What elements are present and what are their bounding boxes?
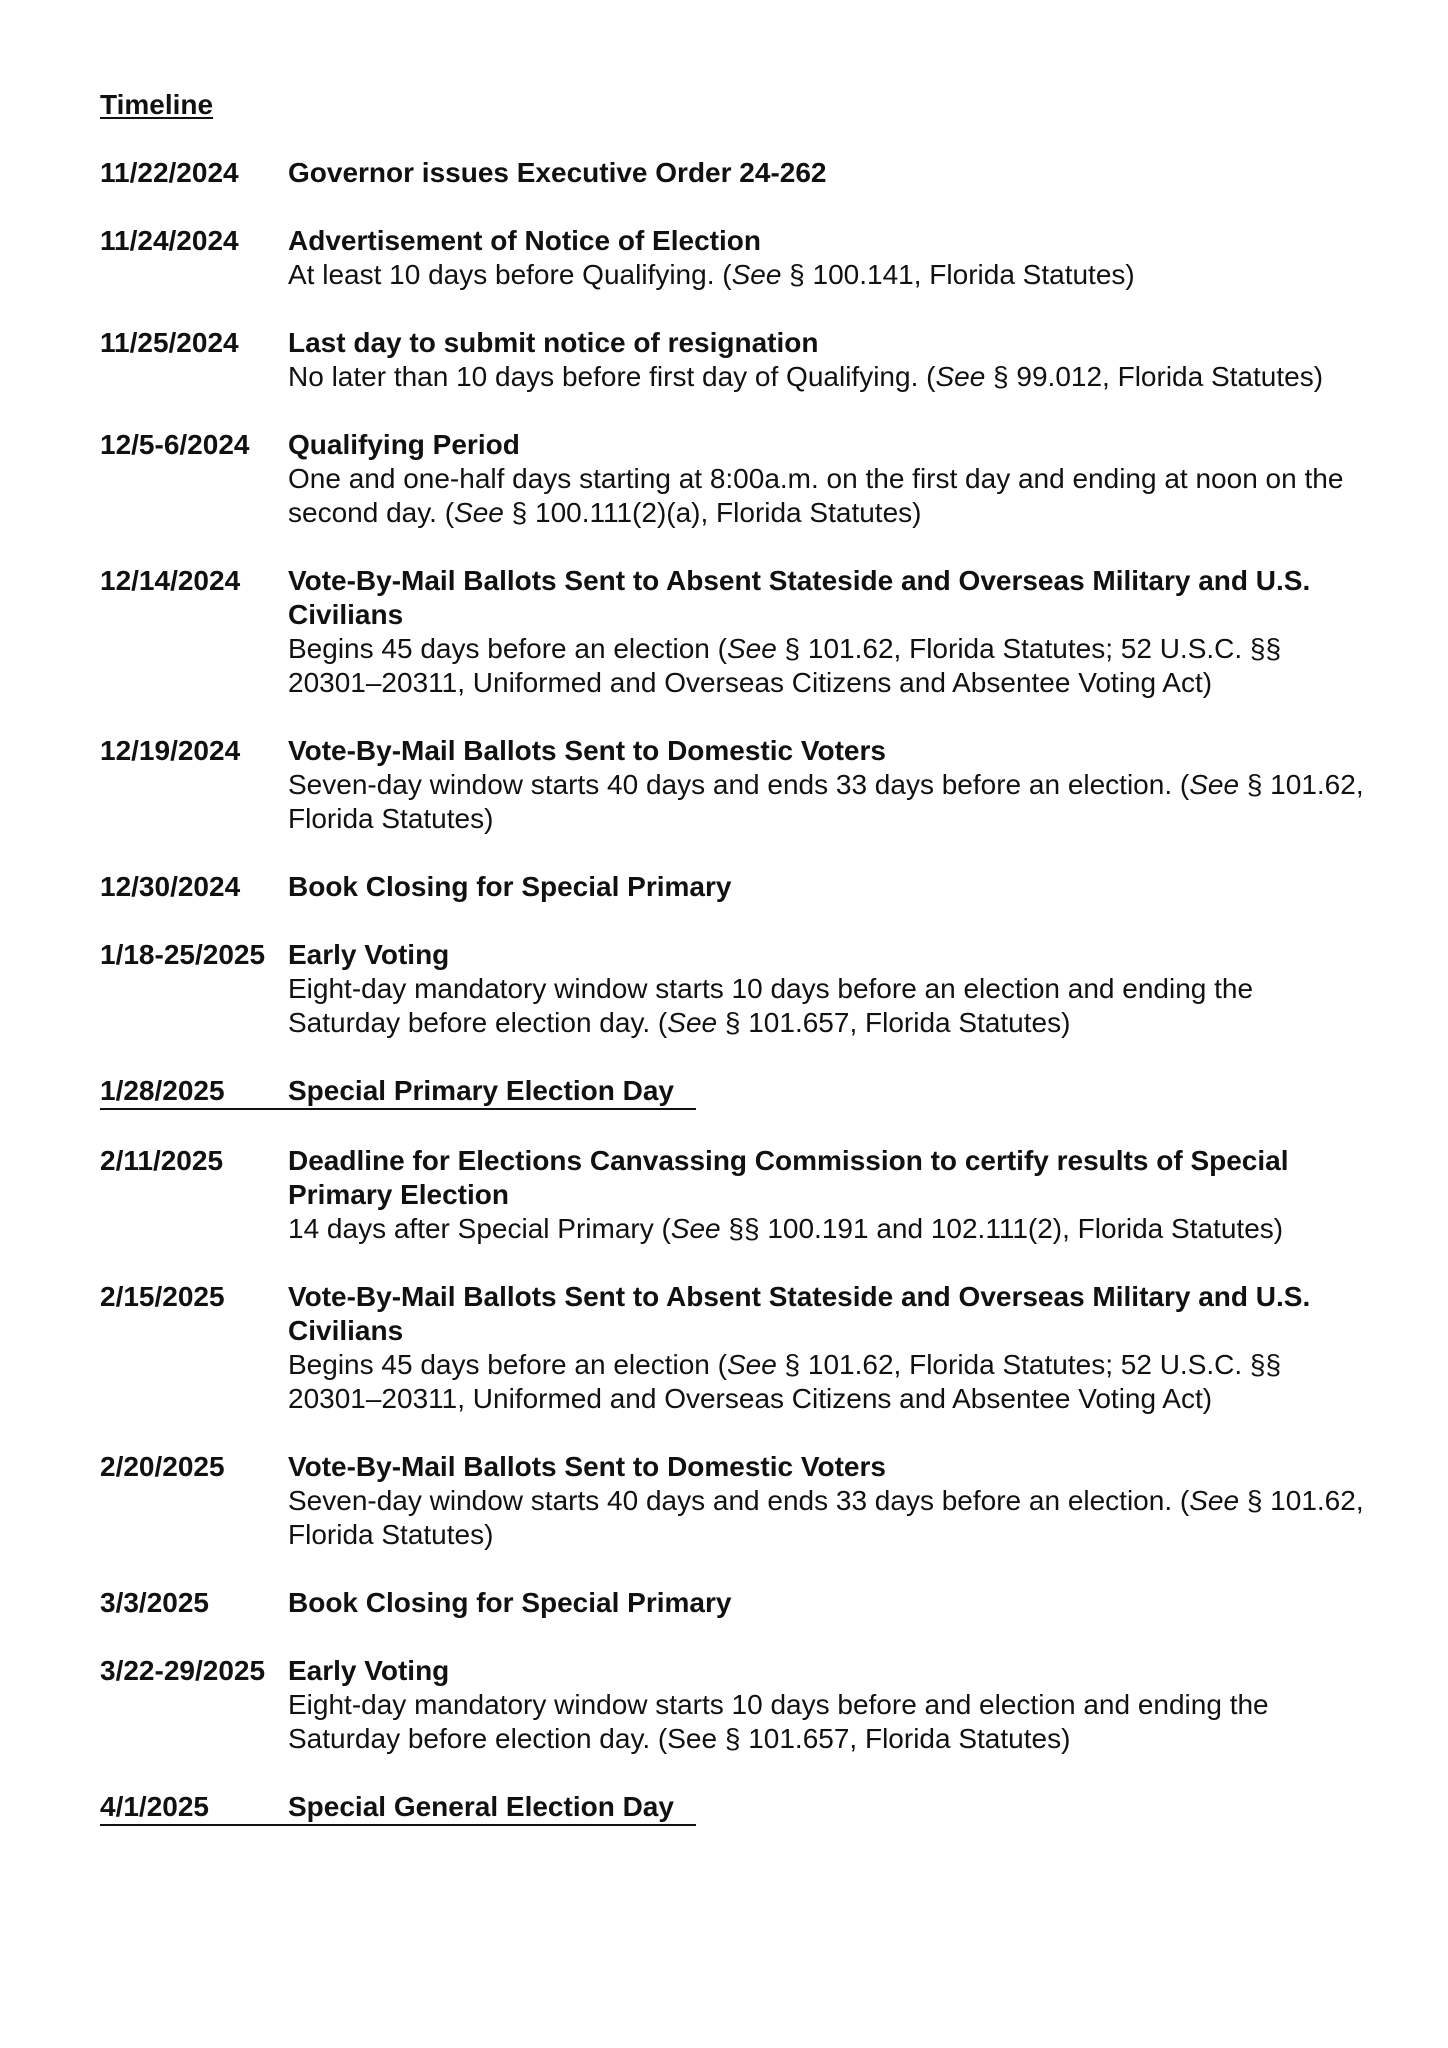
entry-content [288, 1790, 696, 1824]
entry-title: Qualifying Period [288, 429, 520, 460]
timeline-entry [100, 564, 1370, 700]
timeline-list [100, 156, 1370, 1826]
entry-content [288, 1144, 1370, 1246]
entry-content [288, 1586, 1370, 1620]
entry-title: Advertisement of Notice of Election [288, 225, 761, 256]
timeline-entry [100, 938, 1370, 1040]
entry-date: 1/18-25/2025 [100, 939, 266, 970]
timeline-entry [100, 1280, 1370, 1416]
entry-content [288, 870, 1370, 904]
entry-title: Vote-By-Mail Ballots Sent to Absent Stateside and Overseas Military and U.S. Civilians [288, 565, 1311, 630]
entry-content [288, 156, 1370, 190]
entry-content [288, 326, 1370, 394]
entry-description: Seven-day window starts 40 days and ends 33 days before an election. (See § 101.62, Florida Statutes) [288, 1485, 1364, 1550]
timeline-milestone [100, 1074, 696, 1110]
entry-title: Vote-By-Mail Ballots Sent to Absent Stateside and Overseas Military and U.S. Civilians [288, 1281, 1311, 1346]
entry-date: 2/15/2025 [100, 1281, 225, 1312]
entry-date: 4/1/2025 [100, 1791, 209, 1822]
entry-title: Book Closing for Special Primary [288, 1587, 732, 1618]
entry-description: 14 days after Special Primary (See §§ 100.191 and 102.111(2), Florida Statutes) [288, 1213, 1284, 1244]
entry-date: 3/3/2025 [100, 1587, 209, 1618]
entry-description: Eight-day mandatory window starts 10 days before an election and ending the Saturday before election day. (See § 101.657, Florida Statutes) [288, 973, 1254, 1038]
document-page [100, 88, 1370, 1860]
entry-content [288, 1074, 696, 1108]
entry-content [288, 564, 1370, 700]
entry-title: Early Voting [288, 939, 450, 970]
entry-date: 1/28/2025 [100, 1075, 225, 1106]
entry-title: Vote-By-Mail Ballots Sent to Domestic Voters [288, 735, 886, 766]
entry-date: 11/22/2024 [100, 157, 239, 188]
entry-content [288, 1450, 1370, 1552]
entry-date: 12/19/2024 [100, 735, 241, 766]
timeline-entry [100, 1144, 1370, 1246]
timeline-entry [100, 326, 1370, 394]
entry-description: Seven-day window starts 40 days and ends 33 days before an election. (See § 101.62, Florida Statutes) [288, 769, 1364, 834]
entry-date: 2/20/2025 [100, 1451, 225, 1482]
entry-content [288, 428, 1370, 530]
timeline-entry [100, 156, 1370, 190]
timeline-entry [100, 870, 1370, 904]
entry-title: Special General Election Day [288, 1791, 674, 1822]
entry-title: Early Voting [288, 1655, 450, 1686]
entry-title: Governor issues Executive Order 24-262 [288, 157, 827, 188]
entry-content [288, 224, 1370, 292]
entry-date: 12/14/2024 [100, 565, 241, 596]
entry-content [288, 1654, 1370, 1756]
entry-title: Last day to submit notice of resignation [288, 327, 819, 358]
timeline-entry [100, 734, 1370, 836]
entry-description: Begins 45 days before an election (See § 101.62, Florida Statutes; 52 U.S.C. §§ 20301–20311, Uniformed and Overseas Citizens and Absentee Voting Act) [288, 633, 1282, 698]
entry-description: At least 10 days before Qualifying. (See § 100.141, Florida Statutes) [288, 259, 1135, 290]
entry-date: 2/11/2025 [100, 1145, 224, 1176]
timeline-entry [100, 1586, 1370, 1620]
entry-title: Deadline for Elections Canvassing Commission to certify results of Special Primary Election [288, 1145, 1289, 1210]
entry-description: Eight-day mandatory window starts 10 days before and election and ending the Saturday before election day. (See § 101.657, Florida Statutes) [288, 1689, 1269, 1754]
timeline-entry [100, 224, 1370, 292]
entry-date: 11/24/2024 [100, 225, 239, 256]
timeline-entry [100, 1450, 1370, 1552]
page-heading: Timeline [100, 89, 214, 120]
timeline-milestone [100, 1790, 696, 1826]
timeline-entry [100, 428, 1370, 530]
entry-content [288, 734, 1370, 836]
entry-title: Book Closing for Special Primary [288, 871, 732, 902]
entry-content [288, 938, 1370, 1040]
entry-description: No later than 10 days before first day of Qualifying. (See § 99.012, Florida Statutes) [288, 361, 1324, 392]
timeline-entry [100, 1654, 1370, 1756]
entry-title: Special Primary Election Day [288, 1075, 674, 1106]
entry-date: 11/25/2024 [100, 327, 239, 358]
entry-date: 12/5-6/2024 [100, 429, 250, 460]
entry-description: One and one-half days starting at 8:00a.m. on the first day and ending at noon on the second day. (See § 100.111(2)(a), Florida Statutes) [288, 463, 1344, 528]
entry-content [288, 1280, 1370, 1416]
entry-date: 3/22-29/2025 [100, 1655, 266, 1686]
entry-description: Begins 45 days before an election (See § 101.62, Florida Statutes; 52 U.S.C. §§ 20301–20311, Uniformed and Overseas Citizens and Absentee Voting Act) [288, 1349, 1282, 1414]
entry-date: 12/30/2024 [100, 871, 241, 902]
entry-title: Vote-By-Mail Ballots Sent to Domestic Voters [288, 1451, 886, 1482]
